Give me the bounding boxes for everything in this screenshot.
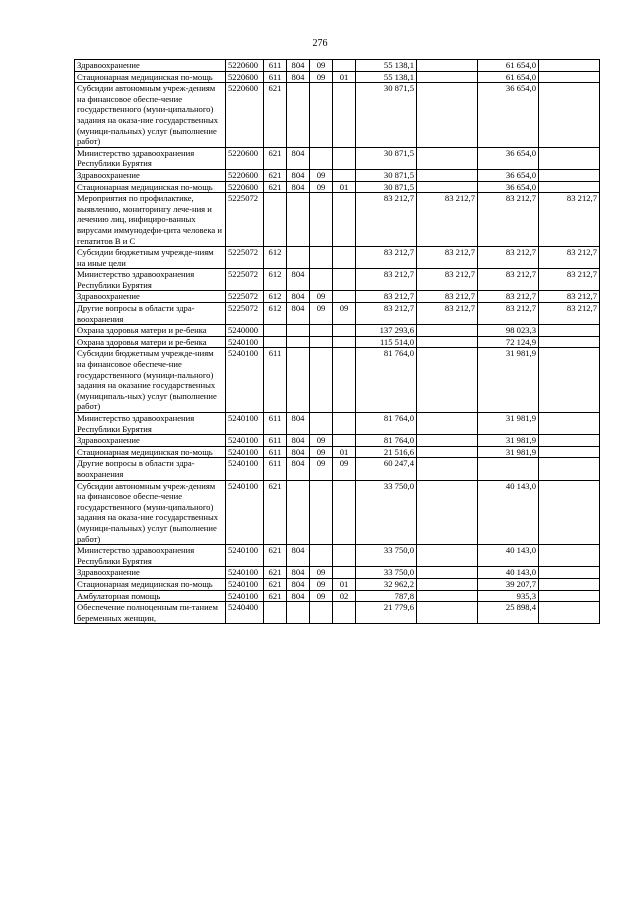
subsection-cell: 09 [333,458,356,480]
subsection-cell [333,325,356,337]
table-row [75,325,600,337]
amount-2-cell: 83 212,7 [417,193,478,247]
department-cell: 804 [287,60,310,72]
amount-2-cell [417,567,478,579]
amount-4-cell [539,435,600,447]
row-name-cell: Здравоохранение [75,567,226,579]
table-row [75,83,600,148]
target-code-cell: 5240100 [226,458,264,480]
target-code-cell: 5220600 [226,147,264,169]
table-row [75,348,600,413]
table-row [75,602,600,624]
amount-1-cell: 83 212,7 [356,303,417,325]
expense-type-cell: 621 [264,83,287,148]
amount-4-cell [539,83,600,148]
section-cell: 09 [310,435,333,447]
row-name-cell: Охрана здоровья матери и ре-бенка [75,325,226,337]
table-row [75,181,600,193]
amount-2-cell [417,348,478,413]
amount-4-cell: 83 212,7 [539,193,600,247]
amount-4-cell: 83 212,7 [539,303,600,325]
amount-1-cell: 30 871,5 [356,147,417,169]
department-cell: 804 [287,303,310,325]
amount-1-cell: 81 764,0 [356,348,417,413]
expense-type-cell [264,193,287,247]
department-cell [287,193,310,247]
expense-type-cell: 621 [264,578,287,590]
section-cell [310,602,333,624]
amount-3-cell: 39 207,7 [478,578,539,590]
amount-1-cell: 30 871,5 [356,169,417,181]
target-code-cell: 5240100 [226,567,264,579]
department-cell: 804 [287,71,310,83]
subsection-cell [333,193,356,247]
amount-4-cell [539,336,600,348]
amount-4-cell [539,602,600,624]
row-name-cell: Другие вопросы в области здра-воохранения [75,458,226,480]
target-code-cell: 5240000 [226,325,264,337]
amount-1-cell: 60 247,4 [356,458,417,480]
row-name-cell: Здравоохранение [75,169,226,181]
section-cell [310,413,333,435]
amount-1-cell: 32 962,2 [356,578,417,590]
subsection-cell: 09 [333,303,356,325]
section-cell: 09 [310,60,333,72]
row-name-cell: Стационарная медицинская по-мощь [75,446,226,458]
amount-3-cell: 98 023,3 [478,325,539,337]
row-name-cell: Охрана здоровья матери и ре-бенка [75,336,226,348]
expense-type-cell: 611 [264,60,287,72]
expense-type-cell [264,602,287,624]
amount-4-cell: 83 212,7 [539,247,600,269]
target-code-cell: 5240100 [226,413,264,435]
row-name-cell: Обеспечение полноценным пи-танием беременных женщин, [75,602,226,624]
amount-2-cell [417,458,478,480]
amount-4-cell [539,325,600,337]
expense-type-cell: 612 [264,269,287,291]
amount-1-cell: 787,8 [356,590,417,602]
amount-2-cell [417,169,478,181]
department-cell: 804 [287,181,310,193]
table-row [75,269,600,291]
department-cell [287,336,310,348]
department-cell: 804 [287,567,310,579]
subsection-cell [333,83,356,148]
target-code-cell: 5240100 [226,446,264,458]
table-row [75,458,600,480]
amount-4-cell [539,545,600,567]
amount-4-cell [539,71,600,83]
amount-3-cell: 83 212,7 [478,291,539,303]
row-name-cell: Стационарная медицинская по-мощь [75,71,226,83]
table-row [75,193,600,247]
amount-2-cell [417,578,478,590]
table-row [75,71,600,83]
row-name-cell: Здравоохранение [75,60,226,72]
department-cell: 804 [287,291,310,303]
target-code-cell: 5240100 [226,578,264,590]
subsection-cell [333,480,356,545]
budget-table [74,59,600,624]
table-row [75,169,600,181]
amount-4-cell [539,480,600,545]
section-cell [310,147,333,169]
amount-1-cell: 137 293,6 [356,325,417,337]
row-name-cell: Стационарная медицинская по-мощь [75,181,226,193]
amount-3-cell [478,458,539,480]
amount-1-cell: 30 871,5 [356,181,417,193]
amount-2-cell [417,446,478,458]
target-code-cell: 5225072 [226,193,264,247]
amount-1-cell: 55 138,1 [356,71,417,83]
subsection-cell [333,348,356,413]
amount-1-cell: 33 750,0 [356,567,417,579]
expense-type-cell: 611 [264,435,287,447]
expense-type-cell: 611 [264,348,287,413]
amount-3-cell: 36 654,0 [478,147,539,169]
amount-2-cell: 83 212,7 [417,291,478,303]
section-cell [310,83,333,148]
row-name-cell: Субсидии бюджетным учрежде-ниям на финансовое обеспече-ние государственного (муници-пального) задания на оказание государственных (муниципаль-ных) услуг (выполнение работ) [75,348,226,413]
amount-1-cell: 115 514,0 [356,336,417,348]
section-cell: 09 [310,446,333,458]
department-cell: 804 [287,458,310,480]
section-cell [310,247,333,269]
table-row [75,303,600,325]
amount-3-cell: 72 124,9 [478,336,539,348]
target-code-cell: 5240100 [226,336,264,348]
amount-4-cell [539,458,600,480]
amount-3-cell: 40 143,0 [478,480,539,545]
expense-type-cell: 611 [264,446,287,458]
row-name-cell: Субсидии автономным учреж-дениям на финансовое обеспе-чение государственного (муни-ципального) задания на оказа-ние государственных (муници-пальных) услуг (выполнение работ) [75,83,226,148]
section-cell: 09 [310,578,333,590]
section-cell: 09 [310,71,333,83]
amount-2-cell [417,147,478,169]
expense-type-cell: 621 [264,590,287,602]
table-row [75,413,600,435]
table-row [75,480,600,545]
expense-type-cell: 621 [264,480,287,545]
amount-2-cell [417,60,478,72]
target-code-cell: 5220600 [226,169,264,181]
amount-3-cell: 935,3 [478,590,539,602]
amount-4-cell [539,181,600,193]
amount-4-cell [539,413,600,435]
amount-2-cell [417,413,478,435]
subsection-cell [333,602,356,624]
amount-1-cell: 21 516,6 [356,446,417,458]
page-number: 276 [312,38,328,49]
target-code-cell: 5220600 [226,60,264,72]
subsection-cell: 01 [333,71,356,83]
amount-4-cell [539,147,600,169]
row-name-cell: Амбулаторная помощь [75,590,226,602]
amount-1-cell: 55 138,1 [356,60,417,72]
expense-type-cell: 612 [264,303,287,325]
amount-3-cell: 83 212,7 [478,269,539,291]
table-row [75,435,600,447]
subsection-cell: 01 [333,446,356,458]
amount-2-cell [417,602,478,624]
expense-type-cell: 621 [264,147,287,169]
amount-3-cell: 25 898,4 [478,602,539,624]
target-code-cell: 5240100 [226,480,264,545]
subsection-cell [333,60,356,72]
row-name-cell: Субсидии бюджетным учрежде-ниям на иные цели [75,247,226,269]
expense-type-cell: 621 [264,169,287,181]
table-row [75,147,600,169]
expense-type-cell: 612 [264,247,287,269]
subsection-cell [333,169,356,181]
expense-type-cell [264,325,287,337]
amount-3-cell: 61 654,0 [478,71,539,83]
department-cell: 804 [287,435,310,447]
subsection-cell [333,247,356,269]
row-name-cell: Субсидии автономным учреж-дениям на финансовое обеспе-чение государственного (муни-ципального) задания на оказа-ние государственных (муници-пальных) услуг (выполнение работ) [75,480,226,545]
department-cell [287,602,310,624]
department-cell: 804 [287,578,310,590]
amount-2-cell [417,181,478,193]
amount-4-cell [539,348,600,413]
row-name-cell: Другие вопросы в области здра-воохранения [75,303,226,325]
row-name-cell: Министерство здравоохранения Республики Бурятия [75,413,226,435]
subsection-cell [333,269,356,291]
section-cell [310,336,333,348]
amount-3-cell: 31 981,9 [478,348,539,413]
table-row [75,336,600,348]
expense-type-cell: 611 [264,458,287,480]
expense-type-cell: 611 [264,413,287,435]
amount-4-cell: 83 212,7 [539,269,600,291]
table-row [75,60,600,72]
amount-4-cell [539,567,600,579]
amount-3-cell: 61 654,0 [478,60,539,72]
table-row [75,291,600,303]
section-cell: 09 [310,458,333,480]
subsection-cell [333,413,356,435]
amount-3-cell: 31 981,9 [478,413,539,435]
row-name-cell: Министерство здравоохранения Республики Бурятия [75,147,226,169]
section-cell: 09 [310,181,333,193]
department-cell: 804 [287,169,310,181]
subsection-cell [333,336,356,348]
target-code-cell: 5225072 [226,269,264,291]
row-name-cell: Здравоохранение [75,435,226,447]
amount-4-cell [539,578,600,590]
expense-type-cell: 621 [264,567,287,579]
table-row [75,446,600,458]
amount-2-cell: 83 212,7 [417,269,478,291]
target-code-cell: 5240100 [226,590,264,602]
target-code-cell: 5240100 [226,545,264,567]
expense-type-cell: 612 [264,291,287,303]
amount-1-cell: 83 212,7 [356,291,417,303]
subsection-cell [333,291,356,303]
subsection-cell: 02 [333,590,356,602]
department-cell: 804 [287,446,310,458]
target-code-cell: 5240100 [226,435,264,447]
target-code-cell: 5220600 [226,83,264,148]
amount-2-cell [417,325,478,337]
amount-1-cell: 21 779,6 [356,602,417,624]
target-code-cell: 5220600 [226,181,264,193]
subsection-cell [333,567,356,579]
amount-2-cell [417,545,478,567]
department-cell [287,348,310,413]
amount-4-cell [539,590,600,602]
section-cell [310,193,333,247]
row-name-cell: Здравоохранение [75,291,226,303]
amount-2-cell [417,83,478,148]
target-code-cell: 5240100 [226,348,264,413]
amount-3-cell: 31 981,9 [478,435,539,447]
table-row [75,590,600,602]
amount-4-cell [539,169,600,181]
row-name-cell: Министерство здравоохранения Республики Бурятия [75,269,226,291]
section-cell [310,325,333,337]
department-cell [287,480,310,545]
target-code-cell: 5225072 [226,291,264,303]
section-cell [310,348,333,413]
expense-type-cell [264,336,287,348]
table-row [75,247,600,269]
amount-2-cell: 83 212,7 [417,247,478,269]
amount-3-cell: 83 212,7 [478,193,539,247]
amount-4-cell: 83 212,7 [539,291,600,303]
department-cell: 804 [287,545,310,567]
amount-4-cell [539,60,600,72]
section-cell: 09 [310,291,333,303]
expense-type-cell: 621 [264,545,287,567]
expense-type-cell: 621 [264,181,287,193]
subsection-cell: 01 [333,578,356,590]
amount-4-cell [539,446,600,458]
expense-type-cell: 611 [264,71,287,83]
target-code-cell: 5240400 [226,602,264,624]
row-name-cell: Министерство здравоохранения Республики Бурятия [75,545,226,567]
department-cell: 804 [287,147,310,169]
table-row [75,567,600,579]
row-name-cell: Стационарная медицинская по-мощь [75,578,226,590]
subsection-cell [333,435,356,447]
section-cell: 09 [310,590,333,602]
target-code-cell: 5225072 [226,303,264,325]
department-cell: 804 [287,590,310,602]
department-cell [287,247,310,269]
amount-2-cell [417,336,478,348]
amount-3-cell: 31 981,9 [478,446,539,458]
amount-2-cell: 83 212,7 [417,303,478,325]
table-row [75,545,600,567]
amount-2-cell [417,590,478,602]
amount-1-cell: 81 764,0 [356,413,417,435]
section-cell: 09 [310,169,333,181]
amount-3-cell: 36 654,0 [478,83,539,148]
amount-3-cell: 36 654,0 [478,181,539,193]
target-code-cell: 5220600 [226,71,264,83]
section-cell [310,480,333,545]
amount-1-cell: 83 212,7 [356,247,417,269]
section-cell: 09 [310,303,333,325]
amount-3-cell: 83 212,7 [478,247,539,269]
department-cell: 804 [287,269,310,291]
amount-3-cell: 40 143,0 [478,567,539,579]
section-cell: 09 [310,567,333,579]
amount-2-cell [417,71,478,83]
department-cell: 804 [287,413,310,435]
department-cell [287,83,310,148]
target-code-cell: 5225072 [226,247,264,269]
amount-3-cell: 83 212,7 [478,303,539,325]
budget-table-body [75,60,600,624]
amount-1-cell: 30 871,5 [356,83,417,148]
row-name-cell: Мероприятия по профилактике, выявлению, мониторингу лече-ния и лечению лиц, инфициро-ванных вирусами иммунодефи-цита человека и гепатитов В и С [75,193,226,247]
table-row [75,578,600,590]
amount-1-cell: 81 764,0 [356,435,417,447]
amount-1-cell: 83 212,7 [356,269,417,291]
amount-3-cell: 36 654,0 [478,169,539,181]
amount-2-cell [417,480,478,545]
subsection-cell: 01 [333,181,356,193]
section-cell [310,269,333,291]
subsection-cell [333,147,356,169]
amount-1-cell: 83 212,7 [356,193,417,247]
section-cell [310,545,333,567]
amount-3-cell: 40 143,0 [478,545,539,567]
amount-2-cell [417,435,478,447]
amount-1-cell: 33 750,0 [356,545,417,567]
subsection-cell [333,545,356,567]
department-cell [287,325,310,337]
amount-1-cell: 33 750,0 [356,480,417,545]
